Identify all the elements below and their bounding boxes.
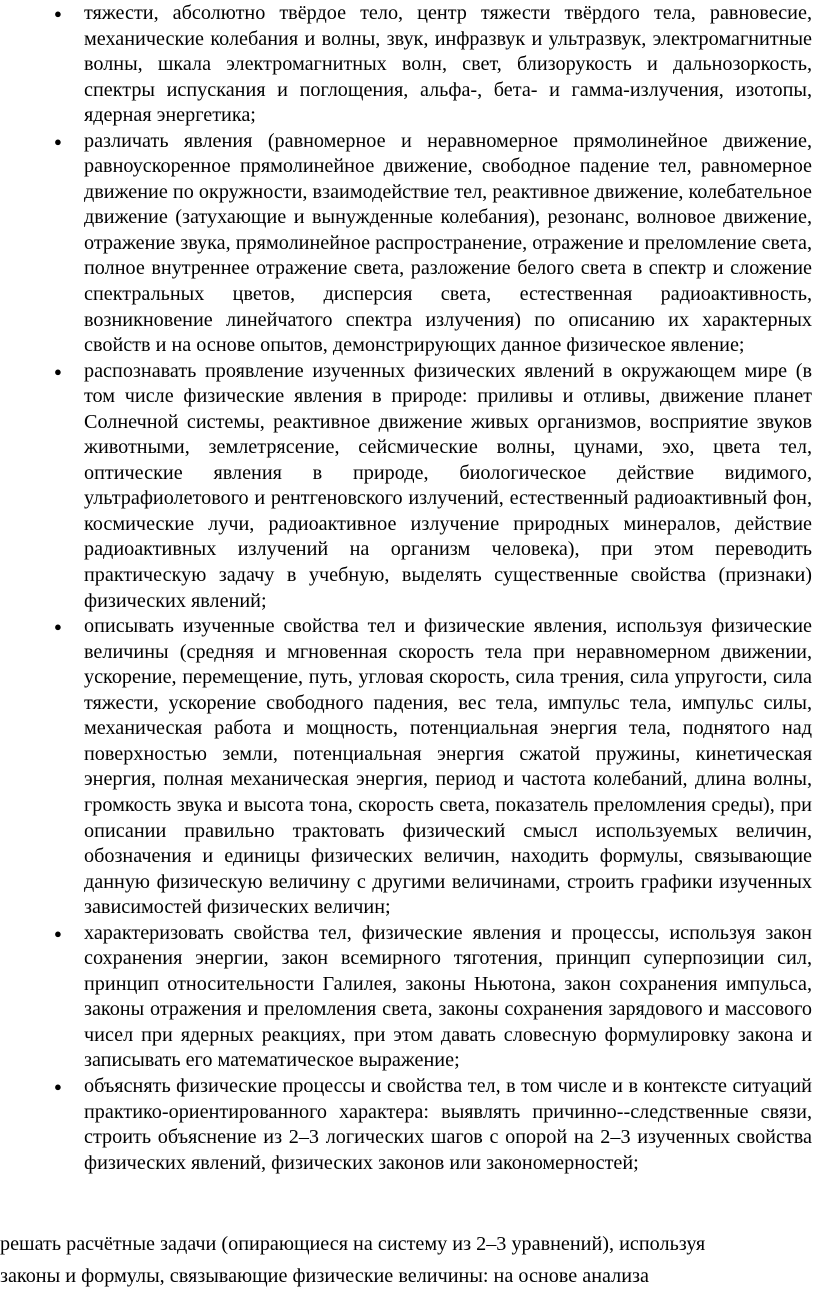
list-item-text: распознавать проявление изученных физических явлений в окружающем мире (в том числе физические явления в природе: приливы и отливы, движение планет Солнечной системы, реактивное движение живых организмов, восприятие звуков животными, землетрясение, сейсмические волны, цунами, эхо, цвета тел, оптические явления в природе, биологическое действие видимого, ультрафиолетового и рентгеновского излучений, естественный радиоактивный фон, космические лучи, радиоактивное излучение природных минералов, действие радиоактивных излучений на организм человека), при этом переводить практическую задачу в учебную, выделять существенные свойства (признаки) физических явлений; — [84, 359, 812, 612]
requirements-list — [54, 1, 812, 1176]
bullet-icon: ● — [54, 1078, 62, 1094]
list-item — [54, 1, 812, 129]
bullet-icon: ● — [54, 6, 62, 21]
list-item-text: объяснять физические процессы и свойства тел, в том числе и в контексте ситуаций практико-ориентированного характера: выявлять причинно--следственные связи, строить объяснение из 2–3 логических шагов с опорой на 2–3 изученных свойства физических явлений, физических законов или закономерностей; — [84, 1074, 812, 1174]
list-item — [54, 921, 812, 1074]
list-item-text: различать явления (равномерное и неравномерное прямолинейное движение, равноускоренное прямолинейное движение, свободное падение тел, равномерное движение по окружности, взаимодействие тел, реактивное движение, колебательное движение (затухающие и вынужденные колебания), резонанс, волновое движение, отражение звука, прямолинейное распространение, отражение и преломление света, полное внутреннее отражение света, разложение белого света в спектр и сложение спектральных цветов, дисперсия света, естественная радиоактивность, возникновение линейчатого спектра излучения) по описанию их характерных свойств и на основе опытов, демонстрирующих данное физическое явление; — [84, 129, 812, 357]
bullet-icon: ● — [54, 619, 62, 635]
list-item — [54, 614, 812, 921]
list-item-text: характеризовать свойства тел, физические явления и процессы, используя закон сохранения энергии, закон всемирного тяготения, принцип суперпозиции сил, принцип относительности Галилея, законы Ньютона, закон сохранения импульса, законы отражения и преломления света, законы сохранения зарядового и массового чисел при ядерных реакциях, при этом давать словесную формулировку закона и записывать его математическое выражение; — [84, 921, 812, 1072]
bullet-icon: ● — [54, 133, 62, 149]
list-item — [54, 359, 812, 614]
list-item — [54, 129, 812, 359]
list-item — [54, 1074, 812, 1176]
bullet-icon: ● — [54, 363, 62, 379]
paragraph-line: решать расчётные задачи (опирающиеся на систему из 2–3 уравнений), используя — [0, 1233, 706, 1255]
paragraph-line: законы и формулы, связывающие физические величины: на основе анализа — [0, 1265, 649, 1287]
list-item-text: тяжести, абсолютно твёрдое тело, центр тяжести твёрдого тела, равновесие, механические колебания и волны, звук, инфразвук и ультразвук, электромагнитные волны, шкала электромагнитных волн, свет, близорукость и дальнозоркость, спектры испускания и поглощения, альфа-, бета- и гамма-излучения, изотопы, ядерная энергетика; — [84, 2, 812, 127]
list-item-text: описывать изученные свойства тел и физические явления, используя физические величины (средняя и мгновенная скорость тела при неравномерном движении, ускорение, перемещение, путь, угловая скорость, сила трения, сила упругости, сила тяжести, ускорение свободного падения, вес тела, импульс тела, импульс силы, механическая работа и мощность, потенциальная энергия тела, поднятого над поверхностью земли, потенциальная энергия сжатой пружины, кинетическая энергия, полная механическая энергия, период и частота колебаний, длина волны, громкость звука и высота тона, скорость света, показатель преломления среды), при описании правильно трактовать физический смысл используемых величин, обозначения и единицы физических величин, находить формулы, связывающие данную физическую величину с другими величинами, строить графики изученных зависимостей физических величин; — [84, 615, 812, 919]
bullet-icon: ● — [54, 925, 62, 941]
